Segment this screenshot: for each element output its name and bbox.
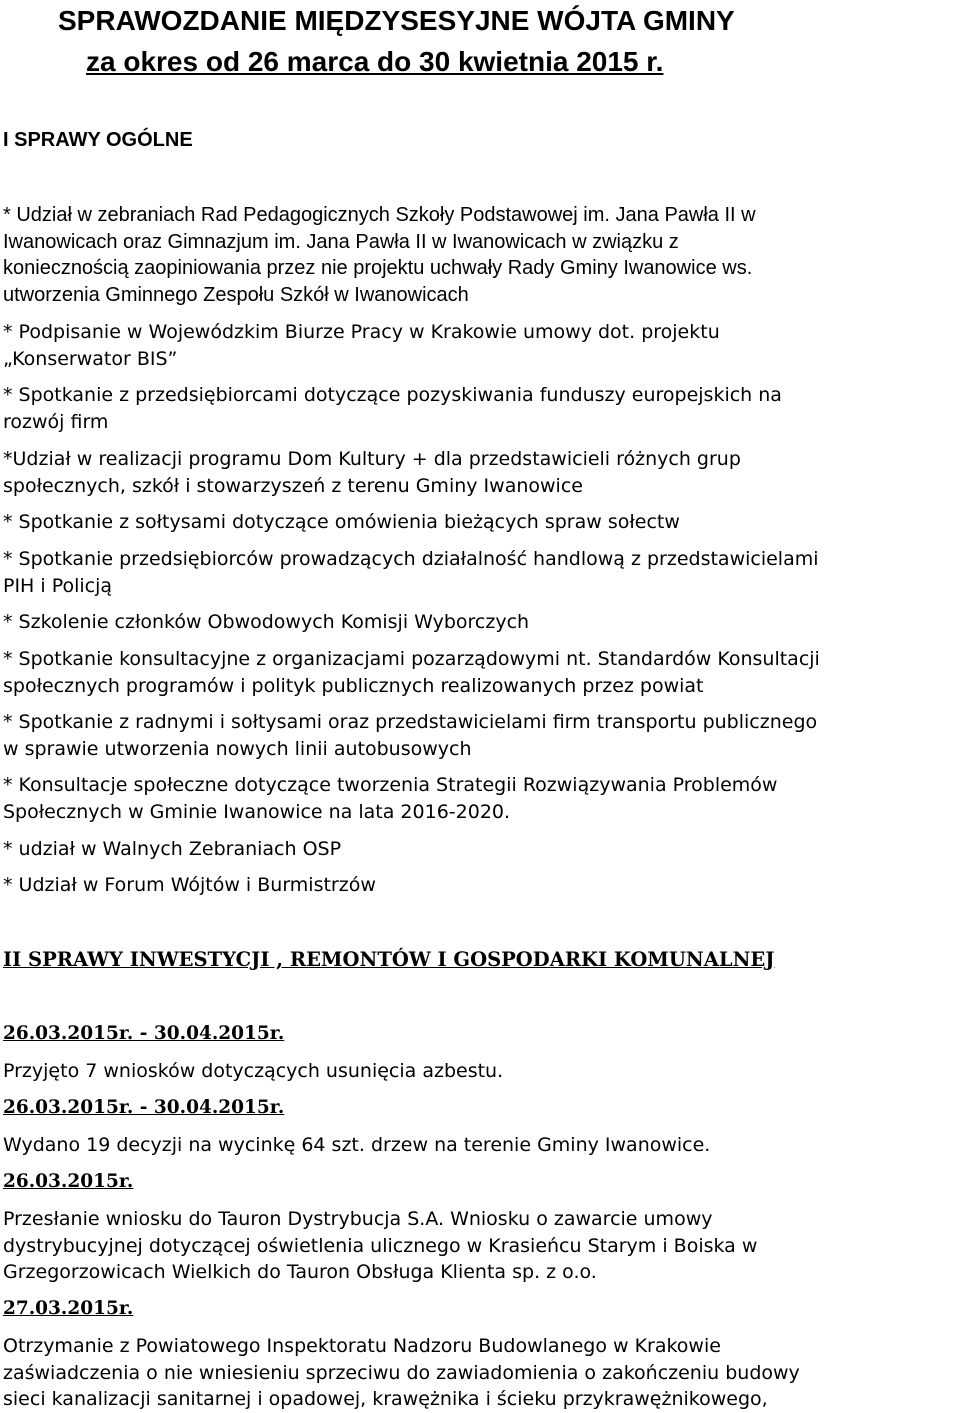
text-line: *Udział w realizacji programu Dom Kultury + dla przedstawicieli różnych grup xyxy=(3,448,741,470)
text-line: * Spotkanie z przedsiębiorcami dotyczące pozyskiwania funduszy europejskich na xyxy=(3,384,782,406)
text-line: społecznych programów i polityk publicznych realizowanych przez powiat xyxy=(3,674,704,697)
section-1-item xyxy=(3,202,958,308)
text-line: dystrybucyjnej dotyczącej oświetlenia ulicznego w Krasieńcu Starym i Boiska w xyxy=(3,1234,758,1257)
section-1-item xyxy=(3,609,958,636)
text-line: utworzenia Gminnego Zespołu Szkół w Iwanowicach xyxy=(3,283,469,306)
text-line: * Konsultacje społeczne dotyczące tworzenia Strategii Rozwiązywania Problemów xyxy=(3,774,778,796)
text-line: * Udział w zebraniach Rad Pedagogicznych Szkoły Podstawowej im. Jana Pawła II w xyxy=(3,204,756,226)
text-line: zaświadczenia o nie wniesieniu sprzeciwu do zawiadomienia o zakończeniu budowy xyxy=(3,1361,800,1384)
text-line: PIH i Policją xyxy=(3,574,113,597)
text-line: * Szkolenie członków Obwodowych Komisji Wyborczych xyxy=(3,611,530,633)
text-line: * Spotkanie przedsiębiorców prowadzących działalność handlową z przedstawicielami xyxy=(3,548,819,570)
text-line: „Konserwator BIS” xyxy=(3,347,178,370)
section-2-heading: II SPRAWY INWESTYCJI , REMONTÓW I GOSPODARKI KOMUNALNEJ xyxy=(3,948,775,971)
section-1-item xyxy=(3,509,958,536)
text-line: koniecznością zaopiniowania przez nie projektu uchwały Rady Gminy Iwanowice ws. xyxy=(3,257,753,279)
entry-text xyxy=(3,1132,958,1159)
text-line: * Podpisanie w Wojewódzkim Biurze Pracy w Krakowie umowy dot. projektu xyxy=(3,321,720,343)
text-line: rozwój firm xyxy=(3,410,109,433)
entry-text xyxy=(3,1058,958,1085)
text-line: społecznych, szkół i stowarzyszeń z terenu Gminy Iwanowice xyxy=(3,474,583,497)
section-1-item xyxy=(3,446,958,499)
section-1-item xyxy=(3,382,958,435)
section-1-item xyxy=(3,836,958,863)
report-period: za okres od 26 marca do 30 kwietnia 2015 r. xyxy=(86,46,664,77)
entry-text xyxy=(3,1333,958,1413)
section-1-item xyxy=(3,772,958,825)
text-line: * Spotkanie z radnymi i sołtysami oraz przedstawicielami firm transportu publicznego xyxy=(3,711,818,733)
text-line: Otrzymanie z Powiatowego Inspektoratu Nadzoru Budowlanego w Krakowie xyxy=(3,1335,721,1357)
text-line: Wydano 19 decyzji na wycinkę 64 szt. drzew na terenie Gminy Iwanowice. xyxy=(3,1134,711,1156)
section-1-item xyxy=(3,546,958,599)
section-1-item xyxy=(3,646,958,699)
section-1-item xyxy=(3,709,958,762)
entry-text xyxy=(3,1206,958,1286)
text-line: Społecznych w Gminie Iwanowice na lata 2016-2020. xyxy=(3,800,511,823)
section-1-item xyxy=(3,319,958,372)
text-line: * udział w Walnych Zebraniach OSP xyxy=(3,838,342,860)
section-1-item xyxy=(3,872,958,899)
text-line: Iwanowicach oraz Gimnazjum im. Jana Pawła II w Iwanowicach w związku z xyxy=(3,230,679,253)
text-line: Przyjęto 7 wniosków dotyczących usunięcia azbestu. xyxy=(3,1060,504,1082)
entry-date: 27.03.2015r. xyxy=(3,1298,134,1319)
report-title: SPRAWOZDANIE MIĘDZYSESYJNE WÓJTA GMINY xyxy=(58,5,735,36)
entry-date: 26.03.2015r. xyxy=(3,1171,134,1192)
text-line: * Udział w Forum Wójtów i Burmistrzów xyxy=(3,874,376,896)
text-line: w sprawie utworzenia nowych linii autobusowych xyxy=(3,737,472,760)
entry-date: 26.03.2015r. - 30.04.2015r. xyxy=(3,1097,285,1118)
text-line: Przesłanie wniosku do Tauron Dystrybucja S.A. Wniosku o zawarcie umowy xyxy=(3,1208,713,1230)
section-1-heading: I SPRAWY OGÓLNE xyxy=(3,129,193,151)
text-line: * Spotkanie z sołtysami dotyczące omówienia bieżących spraw sołectw xyxy=(3,511,680,533)
entry-date: 26.03.2015r. - 30.04.2015r. xyxy=(3,1023,285,1044)
text-line: sieci kanalizacji sanitarnej i opadowej, krawężnika i ścieku przykrawężnikowego, xyxy=(3,1388,768,1410)
text-line: Grzegorzowicach Wielkich do Tauron Obsługa Klienta sp. z o.o. xyxy=(3,1261,597,1283)
text-line: * Spotkanie konsultacyjne z organizacjami pozarządowymi nt. Standardów Konsultacji xyxy=(3,648,820,670)
